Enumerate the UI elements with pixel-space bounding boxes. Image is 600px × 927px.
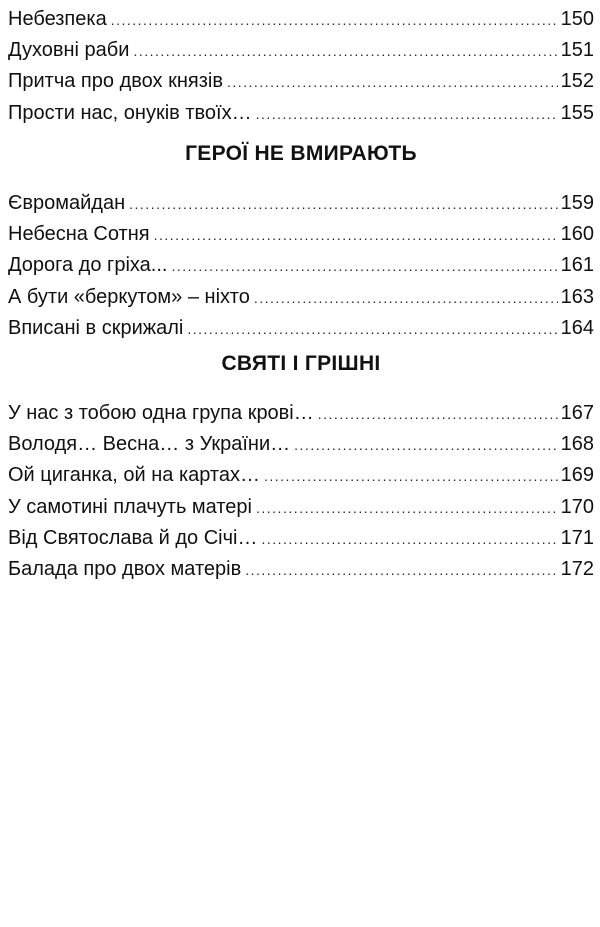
toc-entry-title: Від Святослава й до Січі… [8,526,258,549]
toc-entry [8,188,594,219]
dot-leader [171,251,557,282]
toc-entry [8,35,594,66]
dot-leader [227,67,558,98]
toc-entry [8,429,594,460]
toc-entry-page: 164 [560,316,594,339]
dot-leader [129,189,557,220]
toc-entry [8,398,594,429]
toc-entry-page: 152 [560,70,594,93]
toc-entry-title: Володя… Весна… з України… [8,433,291,456]
section-heading: ГЕРОЇ НЕ ВМИРАЮТЬ [185,142,417,165]
dot-leader [154,220,558,251]
toc-entry [8,219,594,250]
dot-leader [256,493,558,524]
toc-entry-page: 167 [560,402,594,424]
toc-entry-title: Дорога до гріха... [8,254,168,277]
toc-entry [8,492,594,523]
toc-entry [8,250,594,281]
toc-entry-page: 168 [560,433,594,456]
dot-leader [264,461,558,492]
toc-entry [8,282,594,313]
toc-entry-title: Вписані в скрижалі [8,316,184,339]
dot-leader [245,555,557,586]
toc-entry-title: Прости нас, онуків твоїх… [8,101,252,124]
toc-section-continued [8,4,594,129]
toc-entry-title: Ой циганка, ой на картах… [8,464,260,487]
dot-leader [111,5,558,36]
toc-entry [8,4,594,35]
dot-leader [133,36,557,67]
toc-entry [8,460,594,491]
toc-entry-page: 163 [560,285,594,308]
toc-entry-page: 170 [560,495,594,518]
dot-leader [294,430,557,461]
toc-entry-title: А бути «беркутом» – ніхто [8,285,250,308]
toc-entry-page: 160 [560,223,594,246]
toc-entry-page: 172 [560,557,594,580]
dot-leader [254,283,558,314]
toc-entry-title: Небезпека [8,8,107,30]
toc-entry-title: Духовні раби [8,39,130,62]
toc-entry-title: У самотині плачуть матері [8,495,252,518]
toc-entry [8,523,594,554]
toc-entry-page: 159 [560,192,594,214]
section-heading: СВЯТІ І ГРІШНІ [221,352,381,375]
toc-entry-page: 161 [560,254,594,277]
toc-entry-page: 171 [560,526,594,549]
toc-entry-page: 150 [560,8,594,30]
toc-entry [8,98,594,129]
toc-entry-title: Євромайдан [8,192,126,214]
toc-entry-title: Притча про двох князів [8,70,223,93]
toc-entry [8,554,594,585]
toc-entry-page: 169 [560,464,594,487]
toc-entry-title: Небесна Сотня [8,223,150,246]
toc-section [8,398,594,585]
dot-leader [318,399,558,430]
toc-entry-title: У нас з тобою одна група крові… [8,402,314,424]
toc-entry-page: 155 [560,101,594,124]
toc-entry-title: Балада про двох матерів [8,557,242,580]
toc-section [8,188,594,344]
toc-entry [8,66,594,97]
dot-leader [187,314,557,345]
toc-entry-page: 151 [560,39,594,62]
dot-leader [256,99,558,130]
toc-entry [8,313,594,344]
dot-leader [261,524,557,555]
